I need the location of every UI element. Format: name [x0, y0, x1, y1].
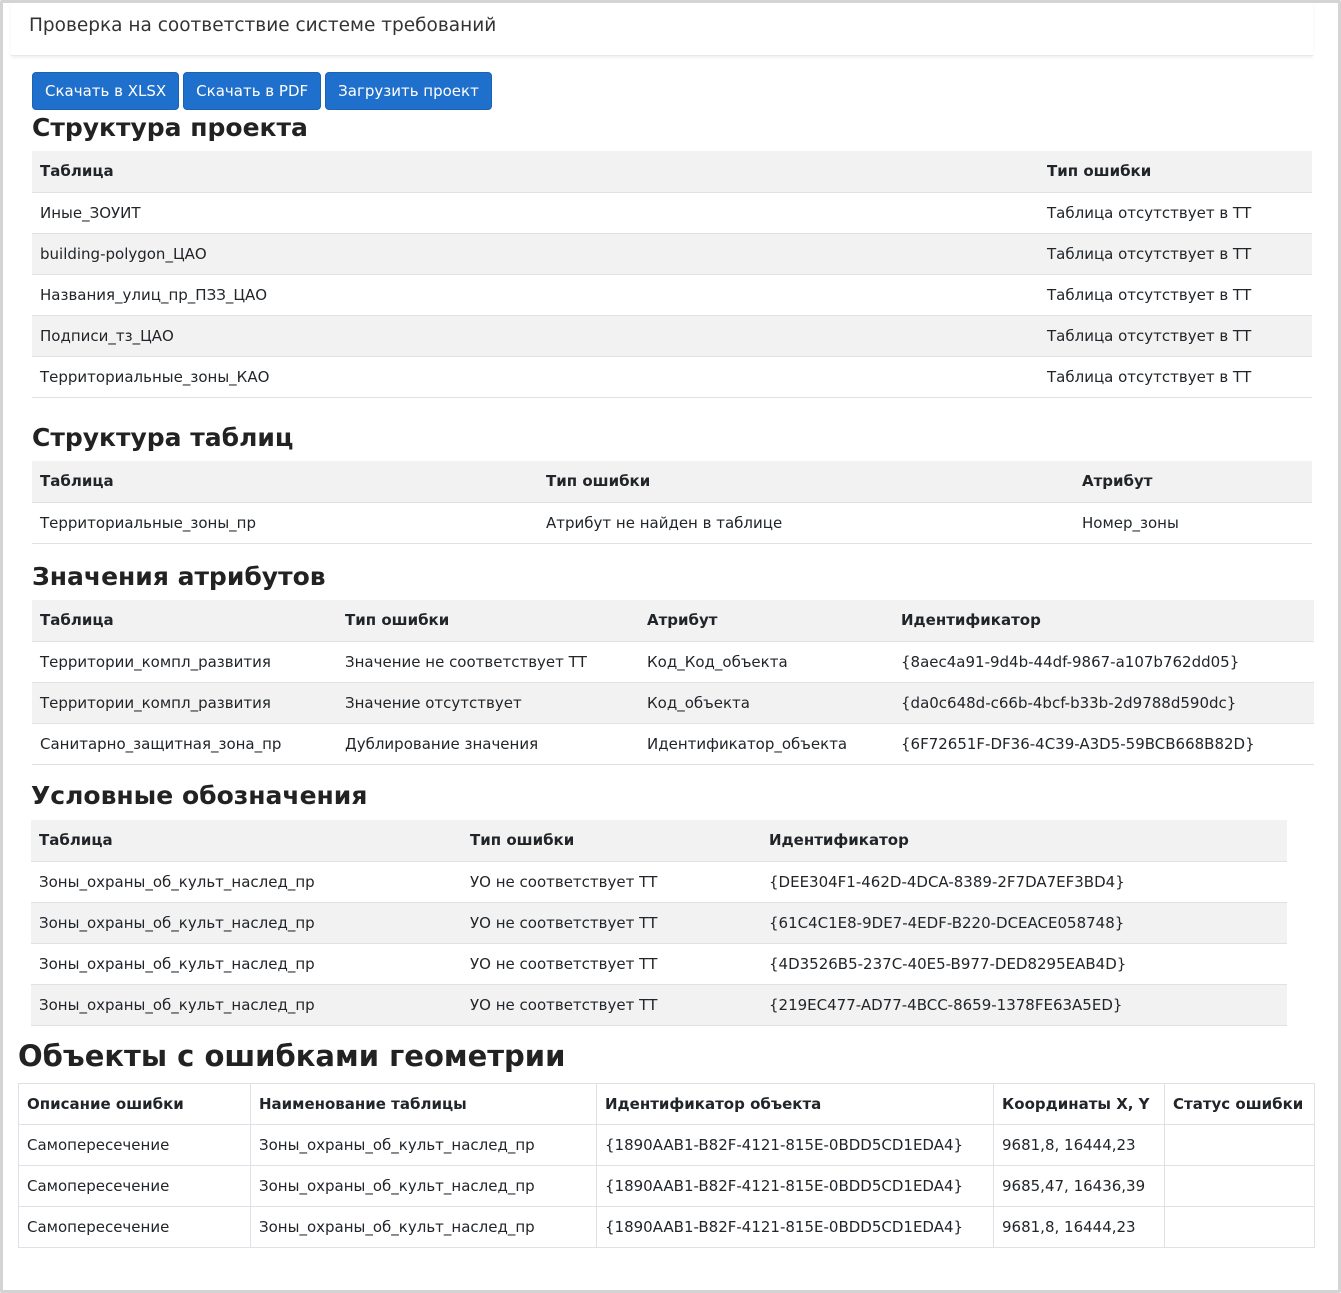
column-header: Таблица: [31, 820, 462, 861]
column-header: Таблица: [32, 600, 337, 641]
section-title-legend: Условные обозначения: [31, 781, 368, 810]
table-cell: {DEE304F1-462D-4DCA-8389-2F7DA7EF3BD4}: [761, 861, 1287, 902]
table-cell: УО не соответствует ТТ: [462, 902, 761, 943]
table-cell: Таблица отсутствует в ТТ: [1039, 274, 1312, 315]
column-header: Наименование таблицы: [251, 1084, 597, 1125]
table-cell: Зоны_охраны_об_культ_наслед_пр: [31, 902, 462, 943]
table-cell: Код_объекта: [639, 682, 893, 723]
table-header-row: [32, 600, 1314, 641]
table-cell: Зоны_охраны_об_культ_наслед_пр: [31, 943, 462, 984]
table-row: [31, 861, 1287, 902]
column-header: Описание ошибки: [19, 1084, 251, 1125]
table-cell: Санитарно_защитная_зона_пр: [32, 723, 337, 764]
table-cell: Таблица отсутствует в ТТ: [1039, 315, 1312, 356]
table-cell: Дублирование значения: [337, 723, 639, 764]
table-cell: Самопересечение: [19, 1125, 251, 1166]
column-header: Тип ошибки: [1039, 151, 1312, 192]
table-row: [32, 274, 1312, 315]
table-cell: {1890AAB1-B82F-4121-815E-0BDD5CD1EDA4}: [597, 1166, 994, 1207]
attribute-values-table: [32, 600, 1314, 765]
table-cell: Таблица отсутствует в ТТ: [1039, 192, 1312, 233]
table-row: [32, 233, 1312, 274]
table-cell: Названия_улиц_пр_ПЗЗ_ЦАО: [32, 274, 1039, 315]
table-cell: {1890AAB1-B82F-4121-815E-0BDD5CD1EDA4}: [597, 1125, 994, 1166]
table-cell: Иные_ЗОУИТ: [32, 192, 1039, 233]
table-cell: Идентификатор_объекта: [639, 723, 893, 764]
table-cell: building-polygon_ЦАО: [32, 233, 1039, 274]
table-cell: Самопересечение: [19, 1166, 251, 1207]
table-cell: Территориальные_зоны_пр: [32, 502, 538, 543]
table-row: [32, 682, 1314, 723]
download-xlsx-button[interactable]: Скачать в XLSX: [32, 72, 179, 110]
table-row: [32, 502, 1312, 543]
table-row: [19, 1166, 1315, 1207]
section-title-project-structure: Структура проекта: [32, 113, 308, 142]
table-row: [31, 902, 1287, 943]
table-row: [19, 1207, 1315, 1248]
table-cell: {4D3526B5-237C-40E5-B977-DED8295EAB4D}: [761, 943, 1287, 984]
table-cell: Зоны_охраны_об_культ_наслед_пр: [251, 1207, 597, 1248]
column-header: Идентификатор объекта: [597, 1084, 994, 1125]
table-cell: УО не соответствует ТТ: [462, 943, 761, 984]
table-cell: Территориальные_зоны_КАО: [32, 356, 1039, 397]
table-cell: Зоны_охраны_об_культ_наслед_пр: [31, 984, 462, 1025]
column-header: Идентификатор: [893, 600, 1314, 641]
table-row: [32, 641, 1314, 682]
column-header: Тип ошибки: [538, 461, 1074, 502]
table-cell: {219EC477-AD77-4BCC-8659-1378FE63A5ED}: [761, 984, 1287, 1025]
table-cell: 9681,8, 16444,23: [994, 1125, 1165, 1166]
table-cell: Самопересечение: [19, 1207, 251, 1248]
column-header: Таблица: [32, 461, 538, 502]
table-cell: Зоны_охраны_об_культ_наслед_пр: [251, 1166, 597, 1207]
download-pdf-button[interactable]: Скачать в PDF: [183, 72, 321, 110]
page-title: Проверка на соответствие системе требований: [29, 15, 497, 36]
section-title-table-structure: Структура таблиц: [32, 423, 294, 452]
column-header: Тип ошибки: [462, 820, 761, 861]
table-cell: Территории_компл_развития: [32, 641, 337, 682]
table-cell: {8aec4a91-9d4b-44df-9867-a107b762dd05}: [893, 641, 1314, 682]
column-header: Тип ошибки: [337, 600, 639, 641]
table-row: [31, 984, 1287, 1025]
table-header-row: [31, 820, 1287, 861]
table-header-row: [19, 1084, 1315, 1125]
table-cell: {6F72651F-DF36-4C39-A3D5-59BCB668B82D}: [893, 723, 1314, 764]
table-cell: Зоны_охраны_об_культ_наслед_пр: [251, 1125, 597, 1166]
column-header: Координаты X, Y: [994, 1084, 1165, 1125]
toolbar: [32, 72, 492, 110]
table-cell: {da0c648d-c66b-4bcf-b33b-2d9788d590dc}: [893, 682, 1314, 723]
table-row: [32, 723, 1314, 764]
project-structure-table: [32, 151, 1312, 398]
table-cell: Значение отсутствует: [337, 682, 639, 723]
section-title-geometry-errors: Объекты с ошибками геометрии: [18, 1039, 566, 1073]
column-header: Атрибут: [639, 600, 893, 641]
page-header: [11, 3, 1313, 56]
table-cell: Территории_компл_развития: [32, 682, 337, 723]
table-row: [32, 356, 1312, 397]
upload-project-button[interactable]: Загрузить проект: [325, 72, 492, 110]
table-cell: Таблица отсутствует в ТТ: [1039, 356, 1312, 397]
column-header: Статус ошибки: [1165, 1084, 1315, 1125]
table-cell: Номер_зоны: [1074, 502, 1312, 543]
column-header: Таблица: [32, 151, 1039, 192]
table-cell: 9681,8, 16444,23: [994, 1207, 1165, 1248]
column-header: Идентификатор: [761, 820, 1287, 861]
table-header-row: [32, 151, 1312, 192]
table-cell: Код_Код_объекта: [639, 641, 893, 682]
table-row: [19, 1125, 1315, 1166]
table-cell: Подписи_тз_ЦАО: [32, 315, 1039, 356]
table-cell: [1165, 1166, 1315, 1207]
table-row: [31, 943, 1287, 984]
table-cell: [1165, 1207, 1315, 1248]
table-cell: Значение не соответствует ТТ: [337, 641, 639, 682]
table-cell: {61C4C1E8-9DE7-4EDF-B220-DCEACE058748}: [761, 902, 1287, 943]
table-cell: Таблица отсутствует в ТТ: [1039, 233, 1312, 274]
table-cell: Атрибут не найден в таблице: [538, 502, 1074, 543]
column-header: Атрибут: [1074, 461, 1312, 502]
table-header-row: [32, 461, 1312, 502]
table-cell: {1890AAB1-B82F-4121-815E-0BDD5CD1EDA4}: [597, 1207, 994, 1248]
table-cell: 9685,47, 16436,39: [994, 1166, 1165, 1207]
geometry-errors-table: [18, 1083, 1315, 1248]
table-cell: УО не соответствует ТТ: [462, 861, 761, 902]
table-structure-table: [32, 461, 1312, 544]
section-title-attribute-values: Значения атрибутов: [32, 562, 326, 591]
legend-table: [31, 820, 1287, 1026]
table-cell: Зоны_охраны_об_культ_наслед_пр: [31, 861, 462, 902]
table-row: [32, 192, 1312, 233]
table-cell: [1165, 1125, 1315, 1166]
table-cell: УО не соответствует ТТ: [462, 984, 761, 1025]
table-row: [32, 315, 1312, 356]
